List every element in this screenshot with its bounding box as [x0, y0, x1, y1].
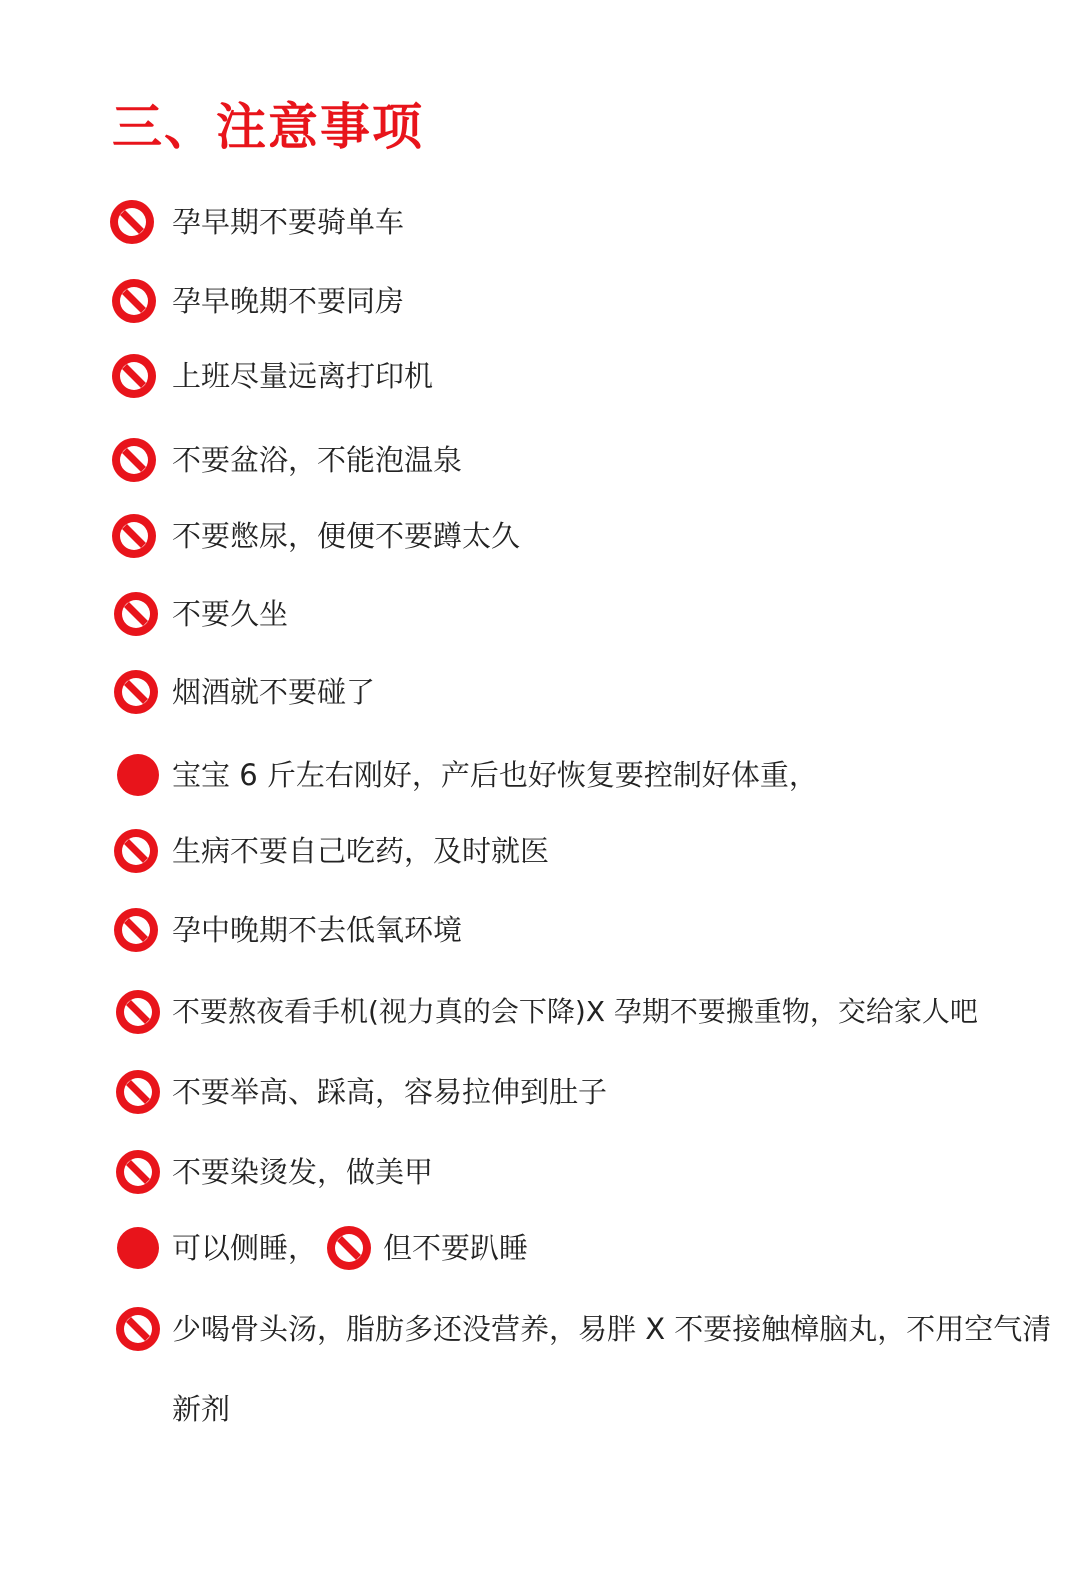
- list-item: [0, 668, 1080, 718]
- prohibited-icon: [110, 277, 158, 325]
- prohibited-icon: [114, 1148, 162, 1196]
- red-dot-icon: [114, 751, 162, 799]
- prohibited-icon: [114, 1068, 162, 1116]
- prohibited-icon: [112, 668, 160, 716]
- list-item-text: 生病不要自己吃药，及时就医: [172, 834, 550, 868]
- list-item: [0, 1305, 1080, 1445]
- prohibited-icon: [114, 1305, 162, 1353]
- list-item: [0, 277, 1080, 327]
- list-item-text: 烟酒就不要碰了: [172, 675, 376, 709]
- list-item-text: 不要憋尿，便便不要蹲太久: [172, 519, 521, 553]
- prohibited-icon: [112, 827, 160, 875]
- list-item: [0, 827, 1080, 877]
- prohibited-icon: [114, 988, 162, 1036]
- list-item-text: [172, 1224, 528, 1272]
- list-item: [0, 1224, 1080, 1274]
- list-item: [0, 988, 1080, 1038]
- list-item-text: 孕早晚期不要同房: [172, 284, 405, 318]
- list-item-text: 上班尽量远离打印机: [172, 359, 434, 393]
- red-dot-icon: [114, 1224, 162, 1272]
- list-item-text: 宝宝 6 斤左右刚好，产后也好恢复要控制好体重，: [172, 758, 818, 792]
- prohibited-icon: [112, 590, 160, 638]
- prohibited-icon: [108, 198, 156, 246]
- list-item-text-after: 但不要趴睡: [383, 1231, 529, 1265]
- list-item: [0, 1068, 1080, 1118]
- prohibited-icon: [112, 906, 160, 954]
- list-item: [0, 352, 1080, 402]
- list-item: [0, 751, 1080, 801]
- list-item: [0, 198, 1080, 248]
- list-item-text: 少喝骨头汤，脂肪多还没营养，易胖 X 不要接触樟脑丸，不用空气清新剂: [172, 1312, 1052, 1426]
- prohibited-icon: [110, 436, 158, 484]
- list-item: [0, 1148, 1080, 1198]
- prohibited-icon: [325, 1224, 373, 1272]
- prohibited-icon: [110, 512, 158, 560]
- list-item-text: 不要染烫发，做美甲: [172, 1155, 434, 1189]
- list-item-text-before: 可以侧睡，: [172, 1231, 318, 1265]
- list-item-text: 孕早期不要骑单车: [172, 205, 405, 239]
- list-item-text: 不要举高、踩高，容易拉伸到肚子: [172, 1075, 608, 1109]
- list-item: [0, 512, 1080, 562]
- list-item-text: 不要熬夜看手机(视力真的会下降)X 孕期不要搬重物，交给家人吧: [172, 995, 978, 1028]
- list-item-text: 不要盆浴，不能泡温泉: [172, 443, 463, 477]
- list-item: [0, 436, 1080, 486]
- list-item: [0, 590, 1080, 640]
- list-item-text: 不要久坐: [172, 597, 289, 631]
- page-title: 三、注意事项: [112, 98, 424, 156]
- list-item: [0, 906, 1080, 956]
- list-item-text: 孕中晚期不去低氧环境: [172, 913, 463, 947]
- prohibited-icon: [110, 352, 158, 400]
